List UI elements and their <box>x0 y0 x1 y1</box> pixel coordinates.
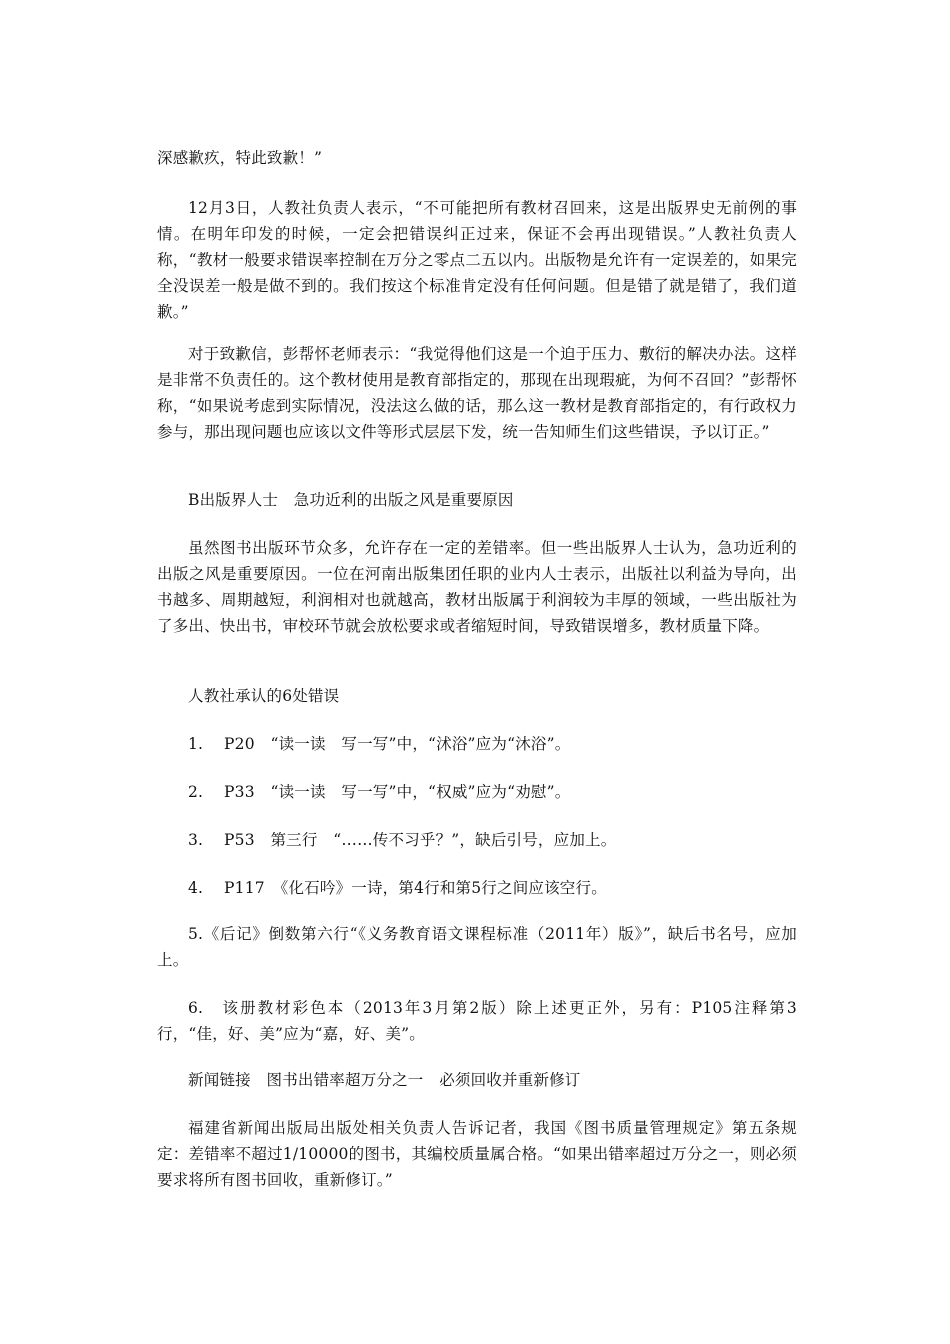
list-item: 1. P20 “读一读 写一写”中，“沭浴”应为“沐浴”。 <box>188 735 571 753</box>
list-heading: 人教社承认的6处错误 <box>188 687 340 705</box>
paragraph: 深感歉疚，特此致歉！” <box>157 149 323 167</box>
list-item: 4. P117 《化石吟》一诗，第4行和第5行之间应该空行。 <box>188 879 607 897</box>
paragraph: 12月3日，人教社负责人表示，“不可能把所有教材召回来，这是出版界史无前例的事情。在明年印发的时候，一定会把错误纠正过来，保证不会再出现错误。”人教社负责人称，“教材一般要求错误率控制在万分之零点二五以内。出版物是允许有一定误差的，如果完全没误差一般是做不到的。我们按这个标准肯定没有任何问题。但是错了就是错了，我们道歉。” <box>157 199 797 321</box>
list-item: 6. 该册教材彩色本（2013年3月第2版）除上述更正外，另有：P105注释第3行，“佳，好、美”应为“嘉，好、美”。 <box>157 999 797 1043</box>
paragraph: 虽然图书出版环节众多，允许存在一定的差错率。但一些出版界人士认为，急功近利的出版之风是重要原因。一位在河南出版集团任职的业内人士表示，出版社以利益为导向，出书越多、周期越短，利润相对也就越高，教材出版属于利润较为丰厚的领域，一些出版社为了多出、快出书，审校环节就会放松要求或者缩短时间，导致错误增多，教材质量下降。 <box>157 539 797 635</box>
paragraph: 福建省新闻出版局出版处相关负责人告诉记者，我国《图书质量管理规定》第五条规定：差错率不超过1/10000的图书，其编校质量属合格。“如果出错率超过万分之一，则必须要求将所有图书回收，重新修订。” <box>157 1119 797 1189</box>
list-item: 3. P53 第三行 “……传不习乎？”，缺后引号，应加上。 <box>188 831 617 849</box>
list-item: 2. P33 “读一读 写一写”中，“权威”应为“劝慰”。 <box>188 783 571 801</box>
section-heading: 新闻链接 图书出错率超万分之一 必须回收并重新修订 <box>188 1071 581 1089</box>
section-heading: B出版界人士 急功近利的出版之风是重要原因 <box>188 491 514 509</box>
list-item: 5.《后记》倒数第六行“《义务教育语文课程标准（2011年）版》”，缺后书名号，应加上。 <box>157 925 797 969</box>
paragraph: 对于致歉信，彭帮怀老师表示：“我觉得他们这是一个迫于压力、敷衍的解决办法。这样是非常不负责任的。这个教材使用是教育部指定的，那现在出现瑕疵，为何不召回？”彭帮怀称，“如果说考虑到实际情况，没法这么做的话，那么这一教材是教育部指定的，有行政权力参与，那出现问题也应该以文件等形式层层下发，统一告知师生们这些错误，予以订正。” <box>157 345 797 441</box>
